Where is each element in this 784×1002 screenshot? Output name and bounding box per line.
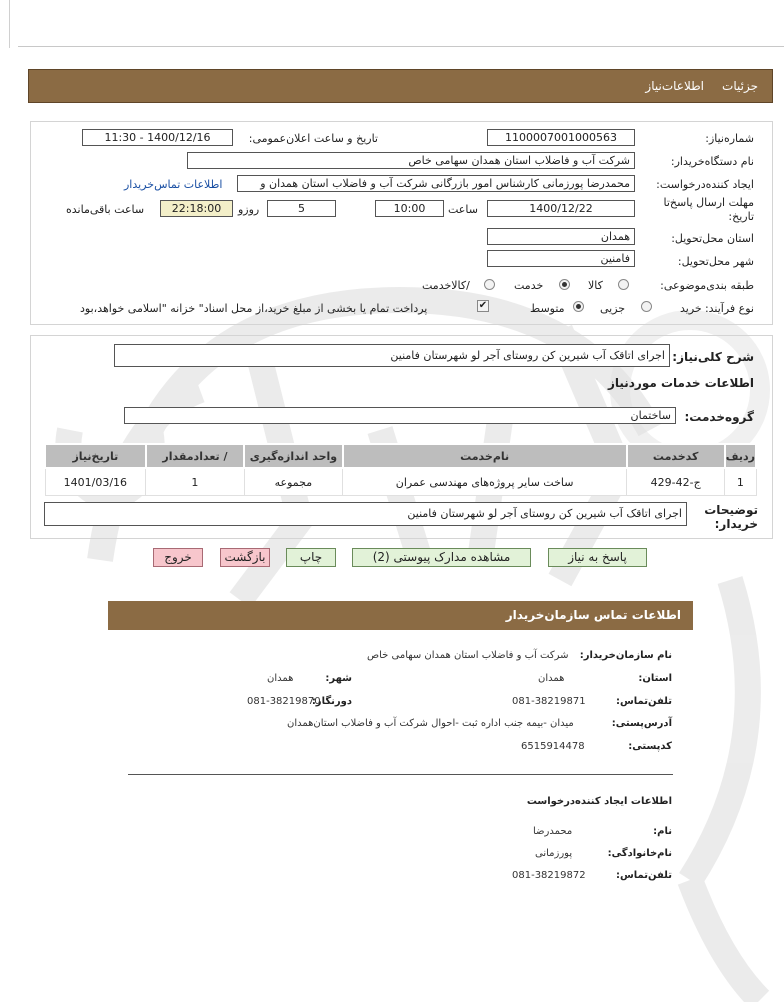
- contact-divider: [128, 774, 673, 775]
- table-header-row: [45, 444, 756, 468]
- category-goods-service-radio[interactable]: [484, 279, 495, 290]
- col-unit: واحد اندازه‌گیری: [244, 444, 343, 468]
- col-row: ردیف: [725, 444, 756, 468]
- cell-need-date: 1401/03/16: [45, 468, 146, 496]
- province-label: استان محل‌تحویل:: [671, 232, 754, 245]
- creator-phone-label: تلفن‌تماس:: [615, 870, 672, 881]
- creator-family-value: پورزمانی: [535, 848, 573, 859]
- category-goods-radio[interactable]: [618, 279, 629, 290]
- service-group-label: گروه‌خدمت:: [684, 410, 754, 424]
- deadline-hour-field: 10:00: [375, 200, 444, 217]
- creator-field: محمدرضا پورزمانی کارشناس امور بازرگانی شرکت آب و فاضلاب استان همدان و: [237, 175, 635, 192]
- postal-label: کدپستی:: [628, 741, 672, 752]
- announce-label: تاریخ و ساعت اعلان‌عمومی:: [248, 132, 378, 145]
- province-field: همدان: [487, 228, 635, 245]
- contact-phone-value: 081-38219871: [512, 696, 586, 707]
- cell-quantity: 1: [146, 468, 244, 496]
- need-number-field: 1100007001000563: [487, 129, 635, 146]
- need-number-label: شماره‌نیاز:: [705, 132, 754, 145]
- print-button[interactable]: چاپ: [286, 548, 336, 567]
- city-field: فامنین: [487, 250, 635, 267]
- services-title: اطلاعات خدمات موردنیاز: [607, 376, 754, 390]
- buyer-notes-field: اجرای اتاقک آب شیرین کن روستای آجر لو شهرستان فامنین: [44, 502, 687, 526]
- process-medium-label: متوسط: [530, 302, 565, 315]
- cell-service-name: ساخت سایر پروژه‌های مهندسی عمران: [343, 468, 627, 496]
- fax-value: 081-38219870: [247, 696, 321, 707]
- header-bar: [28, 69, 773, 103]
- general-desc-label: شرح کلی‌نیاز:: [672, 350, 754, 364]
- view-attachments-button[interactable]: مشاهده مدارک پیوستی (2): [352, 548, 531, 567]
- tab-details[interactable]: جزئیات: [722, 79, 758, 93]
- col-service-code: کدخدمت: [627, 444, 725, 468]
- contact-phone-label: تلفن‌تماس:: [615, 696, 672, 707]
- cell-service-code: ج-42-429: [627, 468, 725, 496]
- contact-province-value: همدان: [538, 673, 565, 684]
- creator-info-title: اطلاعات ایجاد کننده‌درخواست: [526, 796, 672, 807]
- postal-value: 6515914478: [521, 741, 585, 752]
- org-label: نام سازمان‌خریدار:: [579, 650, 672, 661]
- tab-need-info[interactable]: اطلاعات‌نیاز: [645, 79, 704, 93]
- fax-label: دورنگار:: [311, 696, 352, 707]
- category-service-label: خدمت: [514, 279, 544, 292]
- cell-unit: مجموعه: [244, 468, 343, 496]
- treasury-checkbox[interactable]: ✔: [478, 300, 488, 311]
- col-quantity: / تعدادمقدار: [146, 444, 244, 468]
- back-button[interactable]: بازگشت: [220, 548, 270, 567]
- remaining-time-field: 22:18:00: [160, 200, 233, 217]
- category-label: طبقه بندی‌موضوعی:: [660, 279, 754, 292]
- buyer-org-label: نام دستگاه‌خریدار:: [670, 155, 754, 168]
- category-goods-label: کالا: [588, 279, 603, 292]
- col-need-date: تاریخ‌نیاز: [45, 444, 146, 468]
- process-medium-radio[interactable]: [573, 301, 584, 312]
- exit-button[interactable]: خروج: [153, 548, 203, 567]
- creator-family-label: نام‌خانوادگی:: [607, 848, 672, 859]
- frame-edge: [9, 0, 10, 48]
- table-row: [45, 468, 756, 496]
- buyer-org-field: شرکت آب و فاضلاب استان همدان سهامی خاص: [187, 152, 635, 169]
- deadline-label: مهلت ارسال پاسخ‌تا تاریخ:: [663, 196, 754, 223]
- category-goods-service-label: /کالاخدمت: [422, 279, 470, 292]
- days-field: 5: [267, 200, 336, 217]
- creator-name-value: محمدرضا: [533, 826, 573, 837]
- hour-label: ساعت: [448, 203, 478, 216]
- services-table: [44, 443, 757, 496]
- buyer-contact-link[interactable]: اطلاعات تماس‌خریدار: [124, 178, 223, 191]
- announce-field: 1400/12/16 - 11:30: [82, 129, 233, 146]
- creator-phone-value: 081-38219872: [512, 870, 586, 881]
- divider-line: [18, 46, 784, 47]
- general-desc-field: اجرای اتاقک آب شیرین کن روستای آجر لو شهرستان فامنین: [114, 344, 670, 367]
- days-label: روزو: [238, 203, 260, 216]
- creator-label: ایجاد کننده‌درخواست:: [656, 178, 754, 191]
- process-partial-label: جزیی: [600, 302, 626, 315]
- deadline-date-field: 1400/12/22: [487, 200, 635, 217]
- service-group-field: ساختمان: [124, 407, 676, 424]
- contact-section-header: [108, 601, 693, 630]
- treasury-note: پرداخت تمام یا بخشی از مبلغ خرید،از محل اسناد" خزانه "اسلامی خواهد،بود: [80, 302, 428, 315]
- creator-name-label: نام:: [653, 826, 672, 837]
- reply-button[interactable]: پاسخ به نیاز: [548, 548, 647, 567]
- process-partial-radio[interactable]: [641, 301, 652, 312]
- buyer-notes-label: توضیحات خریدار:: [704, 503, 758, 531]
- cell-row: 1: [725, 468, 756, 496]
- org-value: شرکت آب و فاضلاب استان همدان سهامی خاص: [367, 650, 569, 661]
- contact-city-value: همدان: [267, 673, 294, 684]
- col-service-name: نام‌خدمت: [343, 444, 627, 468]
- process-label: نوع فرآیند:: [704, 302, 754, 315]
- contact-section-title: اطلاعات تماس سازمان‌خریدار: [505, 608, 681, 622]
- address-label: آدرس‌پستی:: [611, 718, 672, 729]
- remaining-label: ساعت باقی‌مانده: [66, 203, 145, 216]
- category-service-radio[interactable]: [559, 279, 570, 290]
- city-label: شهر محل‌تحویل:: [677, 255, 754, 268]
- process-buy-label: خرید: [680, 302, 702, 315]
- contact-province-label: استان:: [638, 673, 672, 684]
- contact-city-label: شهر:: [325, 673, 352, 684]
- address-value: میدان -بیمه جنب اداره ثبت -احوال شرکت آب و فاضلاب استان‌همدان: [287, 718, 574, 729]
